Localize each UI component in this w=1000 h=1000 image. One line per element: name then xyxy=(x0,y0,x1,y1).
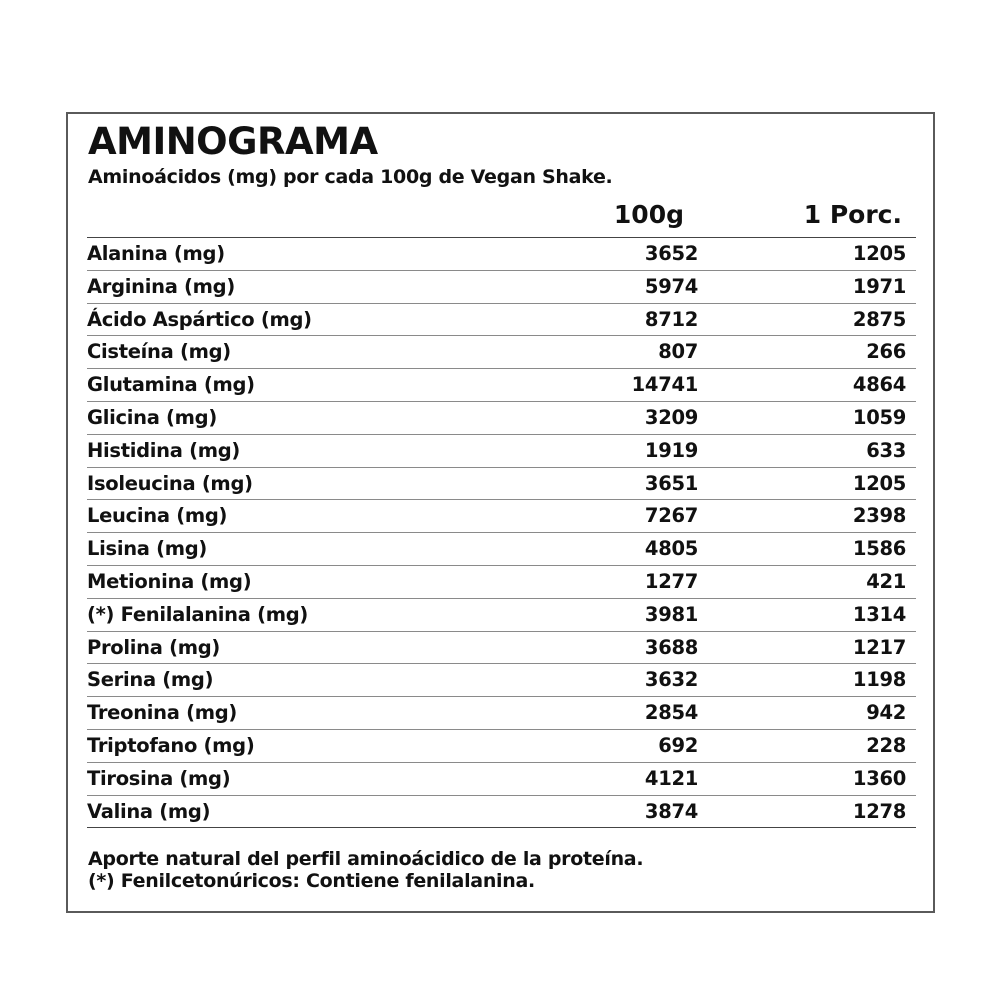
table-row xyxy=(87,796,916,829)
value-portion: 1217 xyxy=(852,635,906,659)
value-portion: 2398 xyxy=(852,504,906,528)
value-portion: 633 xyxy=(866,438,906,462)
table-row xyxy=(87,697,916,730)
table-row xyxy=(87,763,916,796)
value-portion: 1586 xyxy=(852,537,906,561)
page-subtitle: Aminoácidos (mg) por cada 100g de Vegan Shake. xyxy=(88,166,613,188)
table-row xyxy=(87,632,916,665)
value-portion: 1278 xyxy=(852,799,906,823)
value-portion: 1059 xyxy=(852,405,906,429)
table-row xyxy=(87,336,916,369)
value-100g: 692 xyxy=(658,733,698,757)
amino-table xyxy=(87,237,916,828)
table-row xyxy=(87,304,916,337)
value-100g: 5974 xyxy=(644,274,698,298)
amino-name: Prolina (mg) xyxy=(87,635,221,659)
value-100g: 3209 xyxy=(644,405,698,429)
value-portion: 1198 xyxy=(852,668,906,692)
amino-name: Histidina (mg) xyxy=(87,438,240,462)
table-row xyxy=(87,435,916,468)
value-portion: 266 xyxy=(866,340,906,364)
amino-name: Treonina (mg) xyxy=(87,701,237,725)
value-100g: 3632 xyxy=(644,668,698,692)
table-row xyxy=(87,369,916,402)
value-100g: 2854 xyxy=(644,701,698,725)
table-row xyxy=(87,468,916,501)
value-100g: 3652 xyxy=(644,242,698,265)
value-100g: 1919 xyxy=(644,438,698,462)
value-portion: 4864 xyxy=(852,373,906,397)
table-row xyxy=(87,664,916,697)
amino-name: Alanina (mg) xyxy=(87,242,225,265)
value-100g: 3651 xyxy=(644,471,698,495)
amino-name: Arginina (mg) xyxy=(87,274,235,298)
page-title: AMINOGRAMA xyxy=(88,120,378,163)
value-portion: 421 xyxy=(866,569,906,593)
value-portion: 1971 xyxy=(852,274,906,298)
value-100g: 1277 xyxy=(644,569,698,593)
value-portion: 942 xyxy=(866,701,906,725)
table-row xyxy=(87,730,916,763)
footnote xyxy=(88,848,643,892)
amino-name: Triptofano (mg) xyxy=(87,733,255,757)
table-row xyxy=(87,566,916,599)
table-row xyxy=(87,500,916,533)
table-row xyxy=(87,533,916,566)
value-portion: 1314 xyxy=(852,602,906,626)
amino-name: Metionina (mg) xyxy=(87,569,252,593)
amino-name: (*) Fenilalanina (mg) xyxy=(87,602,309,626)
aminogram-panel xyxy=(66,112,935,913)
footnote-line-1: Aporte natural del perfil aminoácidico de la proteína. xyxy=(88,848,644,870)
amino-name: Ácido Aspártico (mg) xyxy=(87,307,312,331)
amino-name: Leucina (mg) xyxy=(87,504,228,528)
table-row xyxy=(87,238,916,271)
value-portion: 1360 xyxy=(852,766,906,790)
value-100g: 3874 xyxy=(644,799,698,823)
amino-name: Tirosina (mg) xyxy=(87,766,231,790)
amino-name: Serina (mg) xyxy=(87,668,214,692)
amino-name: Isoleucina (mg) xyxy=(87,471,253,495)
value-portion: 2875 xyxy=(852,307,906,331)
footnote-line-2: (*) Fenilcetonúricos: Contiene fenilalanina. xyxy=(88,870,535,892)
table-row xyxy=(87,599,916,632)
value-100g: 7267 xyxy=(644,504,698,528)
value-portion: 1205 xyxy=(852,242,906,265)
value-100g: 807 xyxy=(658,340,698,364)
amino-name: Cisteína (mg) xyxy=(87,340,231,364)
column-header-100g: 100g xyxy=(613,200,684,229)
value-100g: 3688 xyxy=(644,635,698,659)
amino-name: Lisina (mg) xyxy=(87,537,208,561)
value-portion: 228 xyxy=(866,733,906,757)
value-100g: 4805 xyxy=(644,537,698,561)
amino-name: Glutamina (mg) xyxy=(87,373,255,397)
table-row xyxy=(87,271,916,304)
value-portion: 1205 xyxy=(852,471,906,495)
value-100g: 4121 xyxy=(644,766,698,790)
amino-name: Glicina (mg) xyxy=(87,405,217,429)
value-100g: 8712 xyxy=(644,307,698,331)
column-header-portion: 1 Porc. xyxy=(803,200,902,229)
value-100g: 3981 xyxy=(644,602,698,626)
value-100g: 14741 xyxy=(631,373,698,397)
amino-name: Valina (mg) xyxy=(87,799,211,823)
table-row xyxy=(87,402,916,435)
